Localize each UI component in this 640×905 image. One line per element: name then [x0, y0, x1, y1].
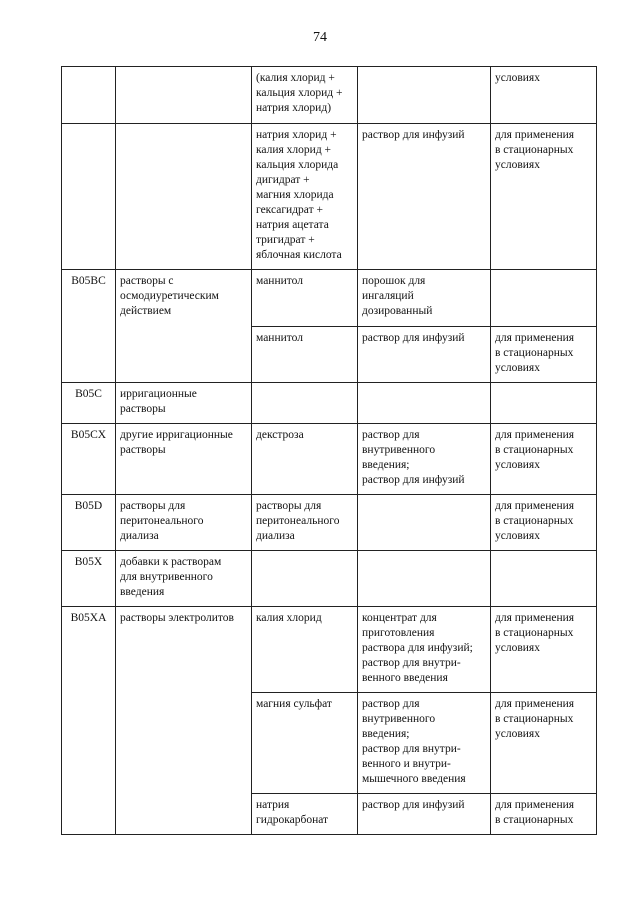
atc-code-cell: B05CX	[62, 424, 116, 495]
atc-code-cell: B05X	[62, 551, 116, 607]
table-row	[62, 383, 597, 424]
atc-code-cell: B05BC	[62, 270, 116, 383]
substance-cell: декстроза	[252, 424, 358, 495]
medication-table	[61, 66, 597, 835]
dosage-form-cell	[358, 383, 491, 424]
dosage-form-cell	[358, 551, 491, 607]
substance-cell: магния сульфат	[252, 693, 358, 794]
group-name-cell: другие ирригационные растворы	[116, 424, 252, 495]
atc-code-cell: B05XA	[62, 607, 116, 835]
substance-cell: калия хлорид	[252, 607, 358, 693]
substance-cell: маннитол	[252, 327, 358, 383]
usage-note-cell: для применения в стационарных условиях	[491, 327, 597, 383]
dosage-form-cell: раствор для инфузий	[358, 327, 491, 383]
group-name-cell	[116, 67, 252, 124]
usage-note-cell	[491, 383, 597, 424]
usage-note-cell: для применения в стационарных условиях	[491, 693, 597, 794]
group-name-cell	[116, 124, 252, 270]
page-number: 74	[313, 30, 327, 45]
usage-note-cell: для применения в стационарных	[491, 794, 597, 835]
dosage-form-cell: раствор для инфузий	[358, 794, 491, 835]
substance-cell: натрия хлорид + калия хлорид + кальция хлорида дигидрат + магния хлорида гексагидрат + натрия ацетата тригидрат + яблочная кислота	[252, 124, 358, 270]
dosage-form-cell: раствор для внутривенного введения; раствор для инфузий	[358, 424, 491, 495]
table-row	[62, 607, 597, 693]
group-name-cell: добавки к растворам для внутривенного введения	[116, 551, 252, 607]
dosage-form-cell: раствор для внутривенного введения; раствор для внутри- венного и внутри- мышечного введения	[358, 693, 491, 794]
dosage-form-cell	[358, 495, 491, 551]
table-row	[62, 495, 597, 551]
usage-note-cell: условиях	[491, 67, 597, 124]
table-row	[62, 124, 597, 270]
usage-note-cell: для применения в стационарных условиях	[491, 607, 597, 693]
atc-code-cell	[62, 67, 116, 124]
atc-code-cell	[62, 124, 116, 270]
group-name-cell: ирригационные растворы	[116, 383, 252, 424]
group-name-cell: растворы электролитов	[116, 607, 252, 835]
substance-cell	[252, 551, 358, 607]
substance-cell: (калия хлорид + кальция хлорид + натрия хлорид)	[252, 67, 358, 124]
usage-note-cell: для применения в стационарных условиях	[491, 124, 597, 270]
substance-cell: маннитол	[252, 270, 358, 327]
group-name-cell: растворы с осмодиуретическим действием	[116, 270, 252, 383]
usage-note-cell: для применения в стационарных условиях	[491, 495, 597, 551]
table-row	[62, 270, 597, 327]
dosage-form-cell	[358, 67, 491, 124]
table-row	[62, 67, 597, 124]
usage-note-cell	[491, 551, 597, 607]
atc-code-cell: B05D	[62, 495, 116, 551]
substance-cell	[252, 383, 358, 424]
group-name-cell: растворы для перитонеального диализа	[116, 495, 252, 551]
dosage-form-cell: концентрат для приготовления раствора для инфузий; раствор для внутри- венного введения	[358, 607, 491, 693]
dosage-form-cell: раствор для инфузий	[358, 124, 491, 270]
usage-note-cell: для применения в стационарных условиях	[491, 424, 597, 495]
table-row	[62, 424, 597, 495]
table-row	[62, 551, 597, 607]
usage-note-cell	[491, 270, 597, 327]
dosage-form-cell: порошок для ингаляций дозированный	[358, 270, 491, 327]
atc-code-cell: B05C	[62, 383, 116, 424]
substance-cell: натрия гидрокарбонат	[252, 794, 358, 835]
substance-cell: растворы для перитонеального диализа	[252, 495, 358, 551]
